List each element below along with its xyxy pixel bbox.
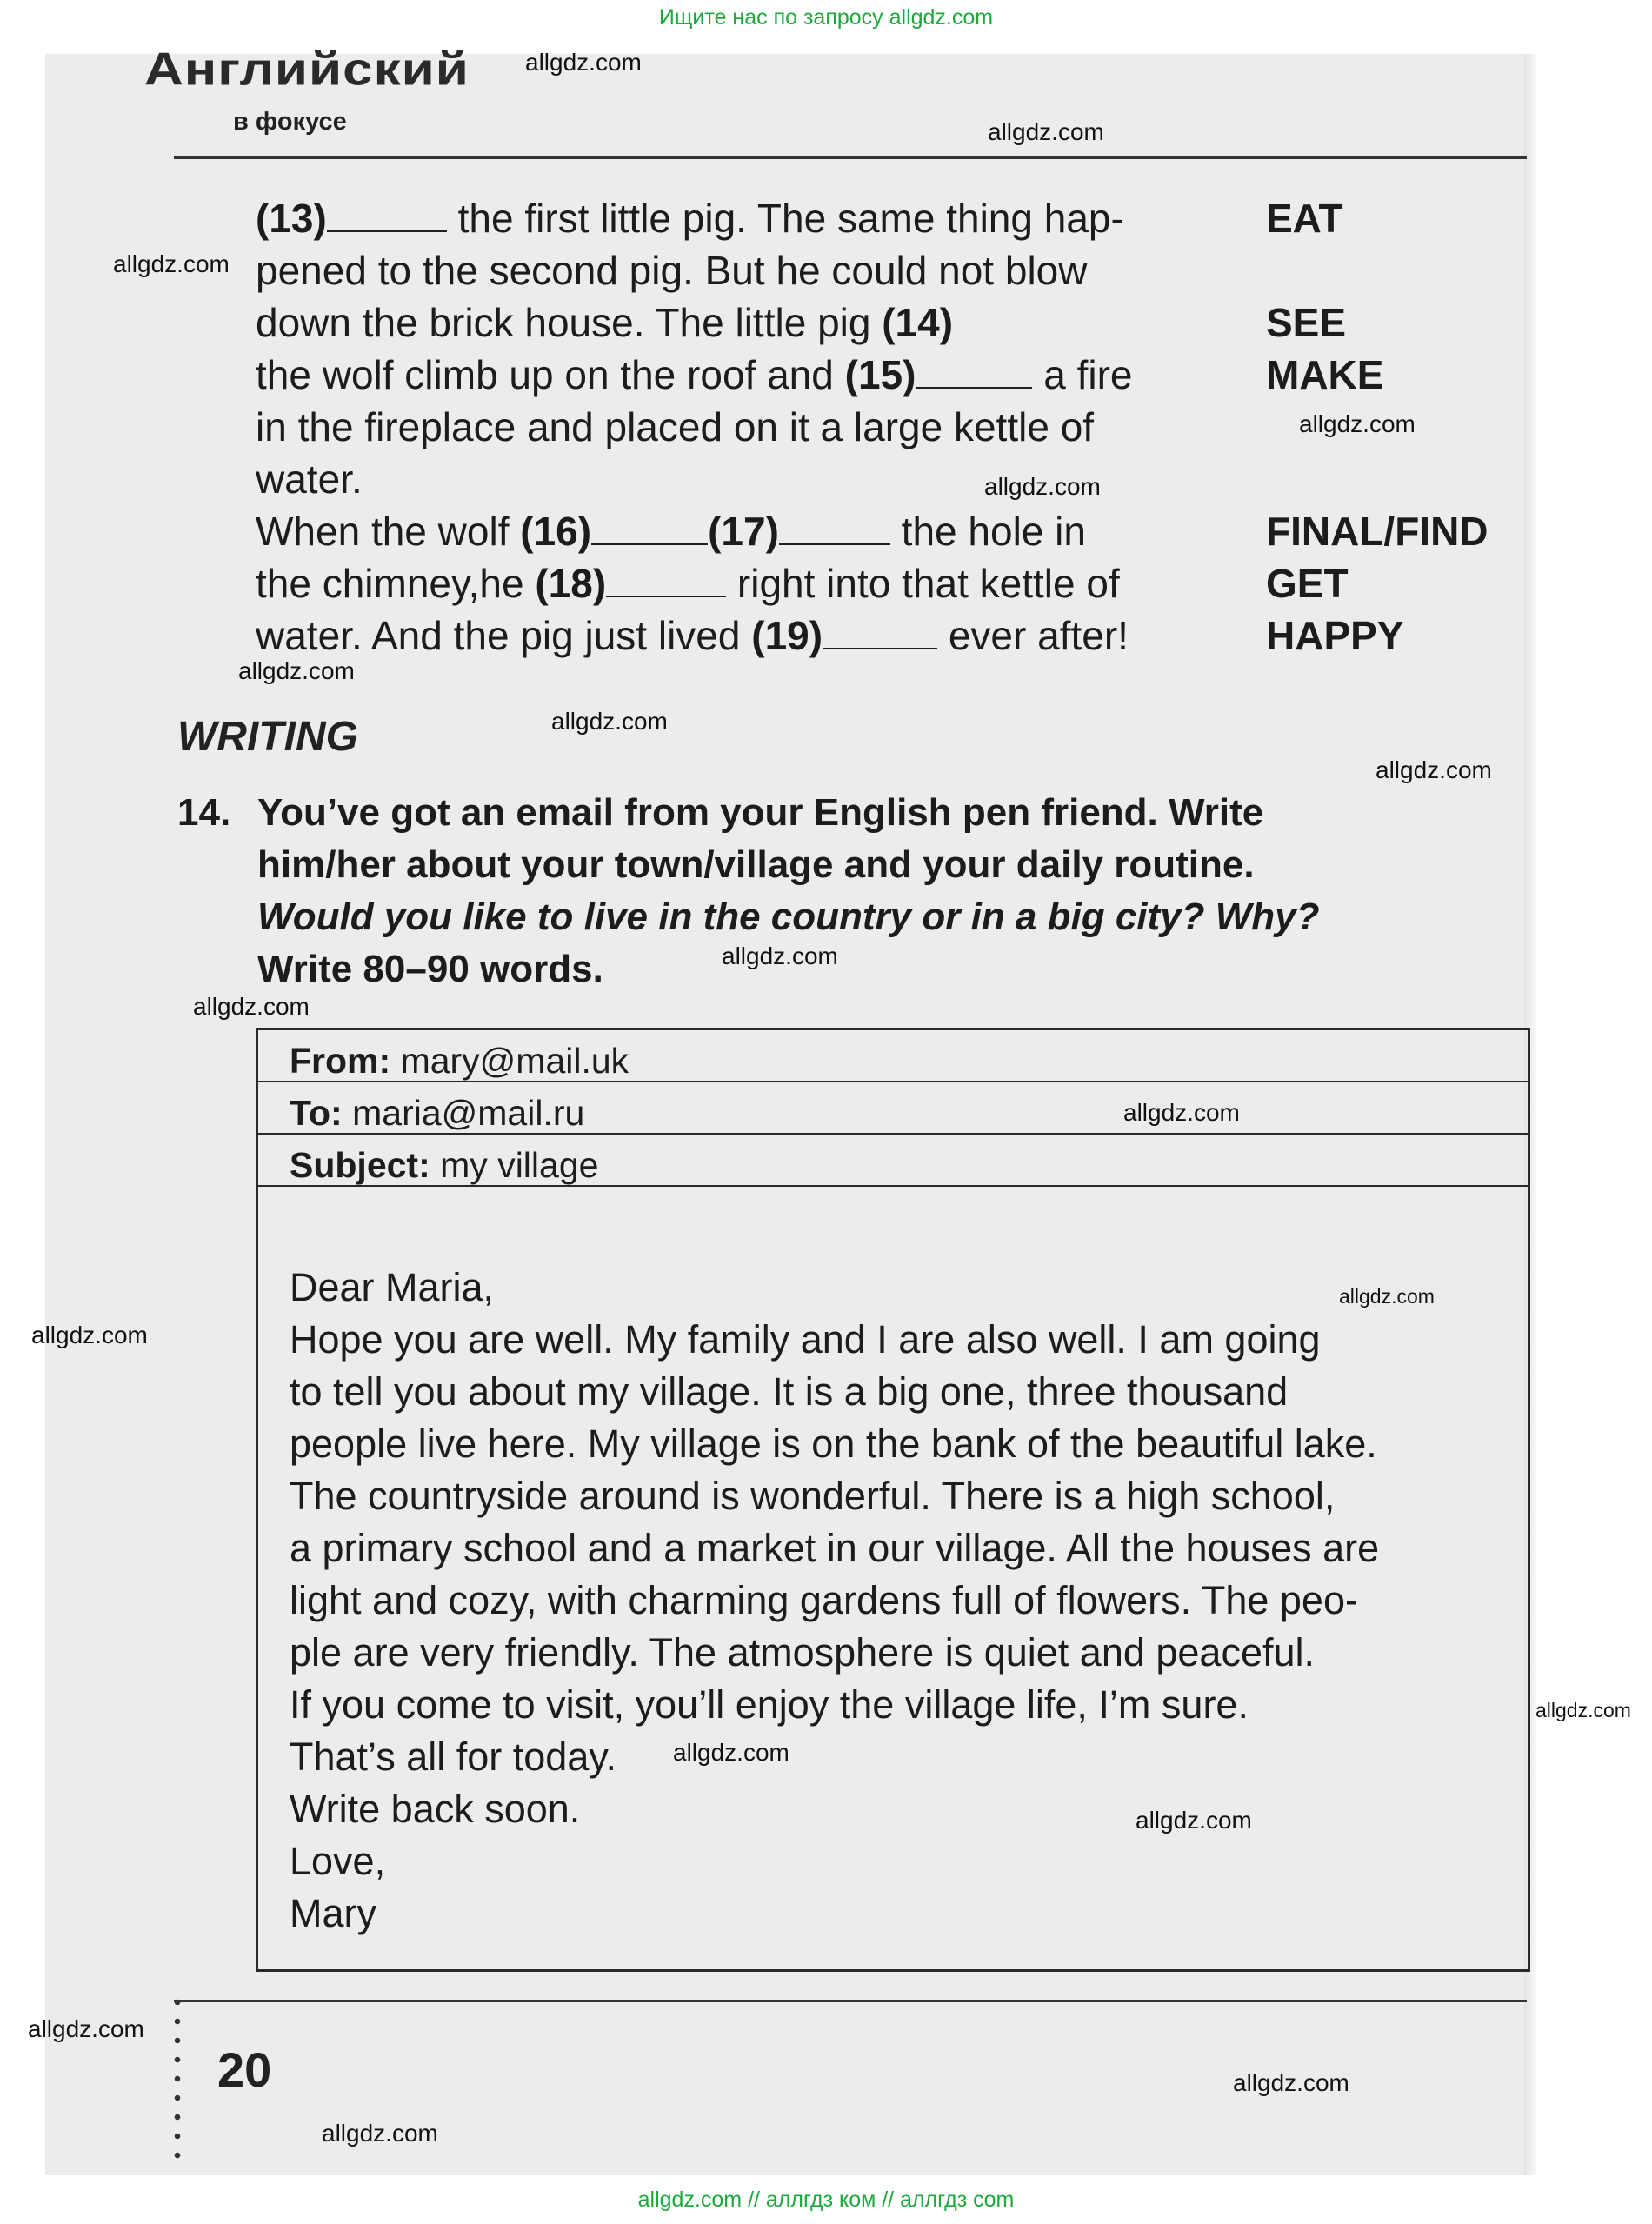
task-line: Write 80–90 words.: [257, 948, 603, 990]
email-to-row: [258, 1082, 1528, 1135]
email-form: [256, 1028, 1530, 1972]
task-number: 14.: [177, 791, 231, 834]
top-banner[interactable]: Ищите нас по запросу allgdz.com: [658, 5, 994, 30]
keyword-get: GET: [1266, 561, 1349, 606]
subject-value: my village: [440, 1145, 599, 1185]
watermark: allgdz.com: [113, 250, 230, 277]
task-line: Would you like to live in the country or in a big city? Why?: [257, 896, 1320, 938]
to-label: To:: [290, 1093, 343, 1133]
bottom-banner[interactable]: allgdz.com // аллгдз ком // аллгдз com: [637, 2187, 1015, 2212]
book-logo: Английский: [144, 43, 470, 96]
exercise-line: water.: [256, 456, 363, 502]
watermark: allgdz.com: [1339, 1285, 1435, 1308]
watermark: allgdz.com: [193, 993, 310, 1020]
email-body-line: to tell you about my village. It is a big one, three thousand: [290, 1369, 1289, 1414]
email-body-line: Love,: [290, 1839, 386, 1883]
email-body-line: Write back soon.: [290, 1787, 581, 1831]
exercise-line: the wolf climb up on the roof and (15) a fire: [256, 352, 1133, 397]
dotted-margin: [174, 1993, 181, 2167]
watermark: allgdz.com: [1136, 1807, 1252, 1834]
email-body-line: people live here. My village is on the bank of the beautiful lake.: [290, 1422, 1377, 1466]
exercise-line: pened to the second pig. But he could not blow: [256, 248, 1088, 293]
to-value: maria@mail.ru: [352, 1093, 585, 1133]
email-body-line: Dear Maria,: [290, 1265, 495, 1309]
exercise-line: (13) the first little pig. The same thing hap-: [256, 196, 1124, 241]
watermark: allgdz.com: [322, 2120, 438, 2147]
section-heading-writing: WRITING: [177, 714, 358, 760]
watermark: allgdz.com: [28, 2015, 144, 2042]
watermark: allgdz.com: [31, 1322, 148, 1348]
email-body-line: The countryside around is wonderful. There is a high school,: [290, 1474, 1336, 1518]
email-body-line: Mary: [290, 1891, 376, 1935]
exercise-line: down the brick house. The little pig (14): [256, 300, 954, 345]
email-subject-row: [258, 1135, 1528, 1187]
task-line: him/her about your town/village and your daily routine.: [257, 843, 1255, 886]
footer-divider: [174, 2000, 1527, 2002]
task-line: You’ve got an email from your English pen friend. Write: [257, 791, 1264, 834]
keyword-see: SEE: [1266, 300, 1347, 345]
keyword-eat: EAT: [1266, 196, 1343, 241]
header-divider: [174, 156, 1527, 159]
keyword-final-find: FINAL/FIND: [1266, 509, 1489, 554]
watermark: allgdz.com: [984, 473, 1101, 500]
from-value: mary@mail.uk: [400, 1041, 629, 1081]
watermark: allgdz.com: [1376, 756, 1492, 783]
keyword-make: MAKE: [1266, 352, 1384, 397]
answer-blank: [606, 564, 726, 597]
subject-label: Subject:: [290, 1145, 430, 1185]
email-body-line: ple are very friendly. The atmosphere is quiet and peaceful.: [290, 1630, 1316, 1675]
watermark: allgdz.com: [988, 118, 1104, 145]
answer-blank: [327, 199, 447, 232]
watermark: allgdz.com: [551, 708, 668, 735]
answer-blank: [779, 512, 890, 545]
answer-blank: [591, 512, 708, 545]
email-body-line: If you come to visit, you’ll enjoy the village life, I’m sure.: [290, 1682, 1249, 1727]
email-from-row: [258, 1030, 1528, 1082]
page-number: 20: [217, 2042, 272, 2097]
exercise-line: When the wolf (16) (17) the hole in: [256, 509, 1086, 554]
email-body-line: light and cozy, with charming gardens full of flowers. The peo-: [290, 1578, 1358, 1622]
watermark: allgdz.com: [1535, 1699, 1631, 1721]
email-body-line: Hope you are well. My family and I are also well. I am going: [290, 1317, 1321, 1362]
watermark: allgdz.com: [1233, 2069, 1349, 2096]
email-body-line: That’s all for today.: [290, 1735, 617, 1779]
keyword-happy: HAPPY: [1266, 613, 1404, 658]
watermark: allgdz.com: [238, 657, 355, 684]
answer-blank: [823, 616, 937, 649]
watermark: allgdz.com: [1123, 1099, 1240, 1126]
watermark: allgdz.com: [525, 49, 642, 76]
watermark: allgdz.com: [722, 942, 838, 969]
exercise-line: in the fireplace and placed on it a large kettle of: [256, 404, 1095, 449]
watermark: allgdz.com: [1299, 410, 1416, 437]
book-logo-subtitle: в фокусе: [233, 108, 347, 136]
exercise-line: the chimney,he (18) right into that kettle of: [256, 561, 1120, 606]
from-label: From:: [290, 1041, 391, 1081]
email-body-line: a primary school and a market in our village. All the houses are: [290, 1526, 1380, 1570]
exercise-line: water. And the pig just lived (19) ever after!: [256, 613, 1129, 658]
answer-blank: [916, 356, 1032, 389]
watermark: allgdz.com: [673, 1739, 789, 1766]
